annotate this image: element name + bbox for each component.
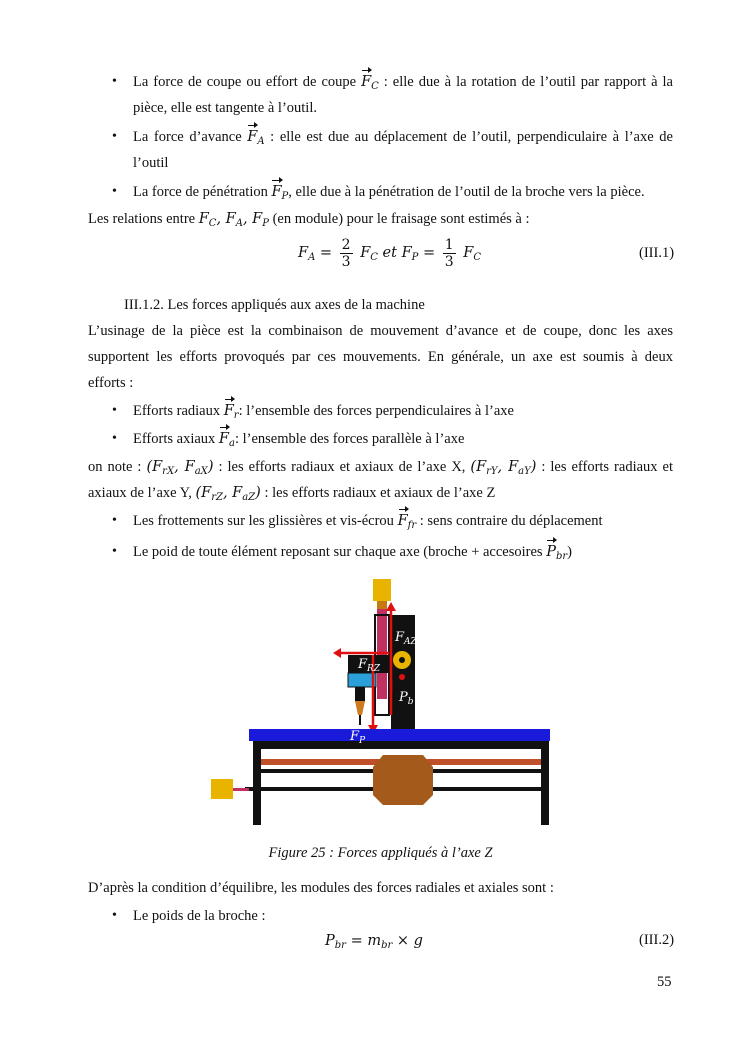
bullet-dot: •	[112, 74, 117, 89]
paragraph-line: efforts :	[88, 375, 134, 391]
figure-caption: Figure 25 : Forces appliqués à l’axe Z	[268, 845, 493, 861]
label-frz: $F_{RZ}$	[358, 657, 381, 674]
bullet-frottements: Les frottements sur les glissières et vis-écrou $F_{fr}$ : sens contraire du déplacement	[133, 513, 603, 531]
label-faz: $F_{AZ}$	[395, 630, 417, 647]
figure-z-axis-forces	[205, 575, 555, 830]
paragraph-line: supportent les efforts provoqués par ces mouvements. En générale, un axe est soumis à deux	[88, 349, 673, 365]
subsection-heading: III.1.2. Les forces appliqués aux axes de la machine	[124, 297, 425, 313]
bullet-force-avance-cont: l’outil	[133, 155, 169, 171]
bullet-efforts-axiaux: Efforts axiaux $F_a$: l’ensemble des forces parallèle à l’axe	[133, 431, 465, 449]
bullet-dot: •	[112, 129, 117, 144]
bullet-force-avance: La force d’avance $F_A$ : elle est due au déplacement de l’outil, perpendiculaire à l’axe de	[133, 129, 673, 147]
equilibre-text: D’après la condition d’équilibre, les modules des forces radiales et axiales sont :	[88, 880, 554, 896]
bullet-poids-broche: Le poids de la broche :	[133, 908, 266, 924]
brown-nut-block	[373, 755, 433, 805]
note-line-2: axiaux de l’axe Y, ($F_{rZ}$, $F_{aZ}$) : les efforts radiaux et axiaux de l’axe Z	[88, 485, 496, 503]
bullet-efforts-radiaux: Efforts radiaux $F_r$: l’ensemble des forces perpendiculaires à l’axe	[133, 403, 514, 421]
bullet-force-coupe-cont: pièce, elle est tangente à l’outil.	[133, 100, 317, 116]
bullet-force-penetration: La force de pénétration $F_P$, elle due à la pénétration de l’outil de la broche vers la pièce.	[133, 184, 645, 202]
equation-number-iii-2: (III.2)	[639, 932, 675, 948]
note-line-1: on note : ($F_{rX}$, $F_{aX}$) : les efforts radiaux et axiaux de l’axe X, ($F_{rY}$, $F_{aY}$) : les efforts radiaux et	[88, 459, 673, 477]
bullet-dot: •	[112, 403, 117, 418]
bullet-dot: •	[112, 513, 117, 528]
bullet-dot: •	[112, 431, 117, 446]
page-number: 55	[657, 974, 672, 990]
label-fp: $F_P$	[350, 729, 366, 746]
top-motor	[373, 579, 391, 601]
left-motor	[211, 779, 233, 799]
equation-number-iii-1: (III.1)	[639, 245, 675, 261]
relations-text: Les relations entre $F_C$, $F_A$, $F_P$ (en module) pour le fraisage sont estimés à :	[88, 211, 530, 229]
bullet-force-coupe: La force de coupe ou effort de coupe $F_C$ : elle due à la rotation de l’outil par rapport à la	[133, 74, 673, 92]
blue-table	[249, 729, 550, 741]
equation-iii-2: $P_{br} = m_{br} \times g$	[325, 933, 423, 951]
bullet-dot: •	[112, 908, 117, 923]
label-pb: $P_b$	[399, 690, 414, 707]
bullet-dot: •	[112, 544, 117, 559]
equation-iii-1: $F_A$ = $\frac{2}{3}$ $F_C$ et $F_P$ = $\frac{1}{3}$ $F_C$	[298, 236, 481, 270]
bullet-dot: •	[112, 184, 117, 199]
bullet-poids-elements: Le poid de toute élément reposant sur chaque axe (broche + accesoires $P_{br}$)	[133, 544, 572, 562]
paragraph-line: L’usinage de la pièce est la combinaison de mouvement d’avance et de coupe, donc les axes	[88, 323, 673, 339]
